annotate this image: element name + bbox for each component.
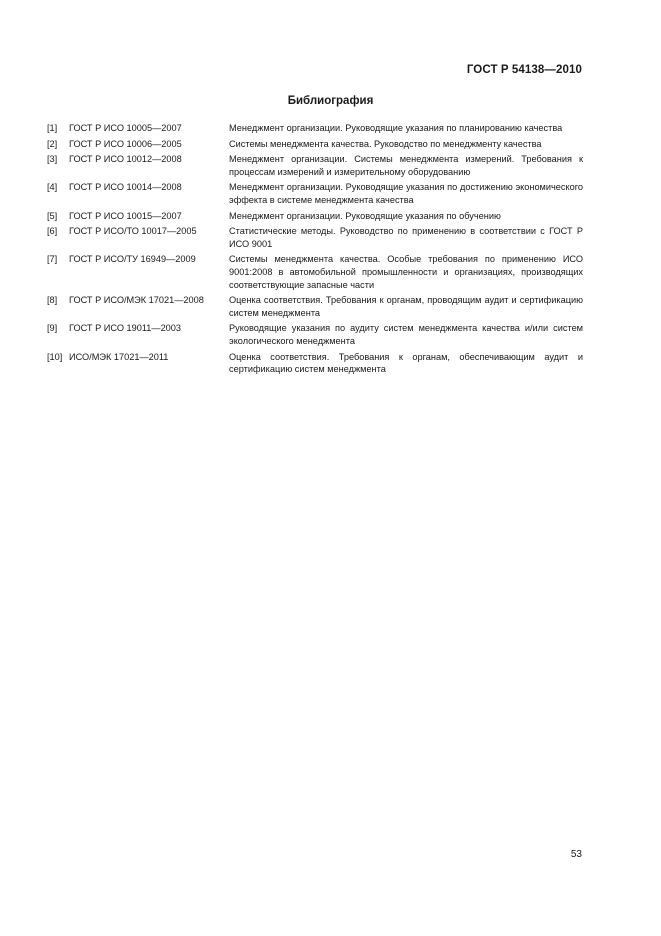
bibliography-entry: [47, 322, 583, 347]
entry-standard: ГОСТ Р ИСО 10006—2005: [69, 138, 182, 149]
entry-standard: ГОСТ Р ИСО 19011—2003: [69, 323, 182, 334]
bibliography-entry: [47, 138, 583, 151]
bibliography-entry: [47, 253, 583, 291]
entry-number: [6]: [47, 226, 58, 237]
entry-number: [8]: [47, 295, 58, 306]
bibliography-entry: [47, 181, 583, 206]
entry-number: [3]: [47, 154, 58, 165]
bibliography-heading: Библиография: [287, 95, 374, 107]
bibliography-entry: [47, 122, 583, 135]
bibliography-entry: [47, 210, 583, 223]
entry-title: Руководящие указания по аудиту систем менеджмента качества и/или систем экологического менеджмента: [229, 323, 583, 346]
entry-standard: ГОСТ Р ИСО/ТУ 16949—2009: [69, 254, 196, 265]
entry-number: [1]: [47, 123, 58, 133]
bibliography-entry: [47, 153, 583, 178]
entry-standard: ИСО/МЭК 17021—2011: [69, 351, 169, 362]
entry-title: Статистические методы. Руководство по применению в соответствии с ГОСТ Р ИСО 9001: [229, 226, 583, 249]
entry-number: [2]: [47, 138, 58, 149]
entry-standard: ГОСТ Р ИСО 10014—2008: [69, 182, 182, 193]
entry-title: Менеджмент организации. Системы менеджмента измерений. Требования к процессам измерений и измерительному оборудованию: [229, 154, 583, 177]
entry-title: Менеджмент организации. Руководящие указания по планированию качества: [229, 123, 563, 133]
page-number: 53: [570, 849, 582, 860]
entry-standard: ГОСТ Р ИСО 10015—2007: [69, 210, 182, 221]
bibliography-entry: [47, 351, 583, 376]
entry-standard: ГОСТ Р ИСО 10005—2007: [69, 123, 182, 133]
entry-number: [10]: [47, 351, 63, 362]
entry-title: Оценка соответствия. Требования к органам, проводящим аудит и сертификацию систем менеджмента: [229, 295, 583, 318]
document-standard-id: ГОСТ Р 54138—2010: [466, 64, 582, 76]
entry-standard: ГОСТ Р ИСО/МЭК 17021—2008: [69, 295, 204, 306]
entry-title: Менеджмент организации. Руководящие указания по достижению экономического эффекта в системе менеджмента качества: [229, 182, 583, 205]
entry-standard: ГОСТ Р ИСО 10012—2008: [69, 154, 182, 165]
bibliography-entry: [47, 225, 583, 250]
bibliography-entry: [47, 294, 583, 319]
entry-number: [9]: [47, 323, 58, 334]
entry-title: Оценка соответствия. Требования к органам, обеспечивающим аудит и сертификацию систем менеджмента: [229, 351, 583, 375]
entry-number: [5]: [47, 210, 58, 221]
entry-number: [7]: [47, 254, 58, 265]
entry-title: Менеджмент организации. Руководящие указания по обучению: [229, 210, 501, 221]
entry-number: [4]: [47, 182, 58, 193]
bibliography-list: [47, 122, 583, 379]
entry-standard: ГОСТ Р ИСО/ТО 10017—2005: [69, 226, 197, 237]
entry-title: Системы менеджмента качества. Руководство по менеджменту качества: [229, 138, 542, 149]
entry-title: Системы менеджмента качества. Особые требования по применению ИСО 9001:2008 в автомобильной промышленности и организациях, производящих соответствующие запасные части: [229, 254, 583, 290]
